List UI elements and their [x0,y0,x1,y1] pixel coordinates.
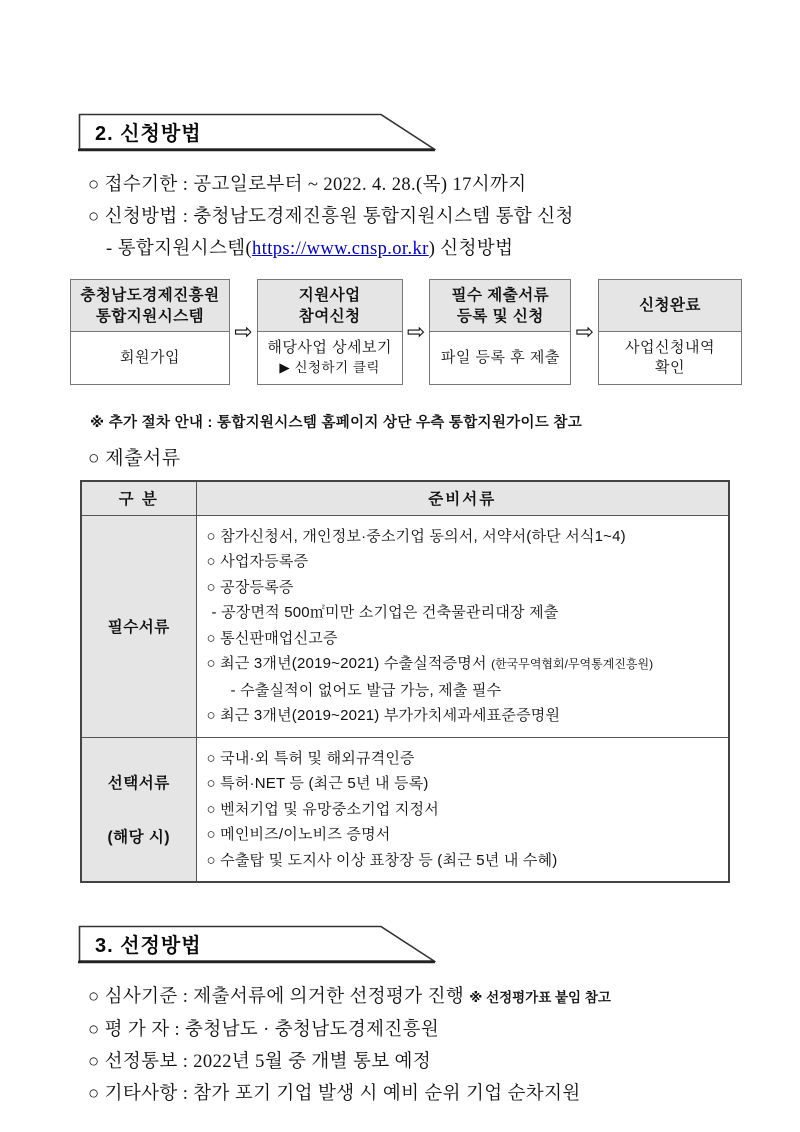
section3-banner [78,925,436,965]
section3-title: 3. 선정방법 [95,934,202,957]
optional-category-label: 선택서류 (해당 시) [81,737,196,882]
evaluator-line: ○ 평 가 자 : 충청남도 · 충청남도경제진흥원 [88,1020,440,1040]
flow-arrow-icon: ⇨ [234,319,253,345]
flow-step-system [70,279,230,385]
documents-table [80,480,730,883]
section2-bullets [80,169,736,265]
header-category: 구 분 [81,481,196,515]
table-row-required [81,515,729,737]
table-header-row [81,481,729,515]
application-flowchart [70,279,742,385]
header-docs: 준비서류 [196,481,729,515]
link-suffix: ) 신청방법 [428,239,514,259]
flow-step-upload-body: 파일 등록 후 제출 [440,349,560,366]
etc-line: ○ 기타사항 : 참가 포기 기업 발생 시 예비 순위 기업 순차지원 [88,1084,581,1104]
flow-step-system-body: 회원가입 [120,349,180,366]
flow-arrow-icon: ⇨ [575,319,594,345]
required-category-label: 필수서류 [81,515,196,737]
flow-step-system-header: 충청남도경제진흥원 통합지원시스템 [71,280,229,332]
cnsp-url-link[interactable]: https://www.cnsp.or.kr [252,239,429,259]
table-row-optional [81,737,729,882]
system-link-line [80,233,736,265]
section2-banner [78,113,436,153]
flow-step-participate-header: 지원사업 참여신청 [258,280,402,332]
required-items: ○ 참가신청서, 개인정보·중소기업 동의서, 서약서(하단 서식1~4) ○ 사업자등록증 ○ 공장등록증 - 공장면적 500㎡미만 소기업은 건축물관리대장 제출 ○ 통신판매업신고증 ○ 최근 3개년(2019~2021) 수출실적증명서 (한국무역협회/무역통계진흥원) - 수출실적이 없어도 발급 가능, 제출 필수 ○ 최근 3개년(2019~2021) 부가가치세과세표준증명원 [196,515,729,737]
criteria-line: ○ 심사기준 : 제출서류에 의거한 선정평가 진행 ※ 선정평가표 붙임 참고 [88,987,611,1007]
flow-step-upload-header: 필수 제출서류 등록 및 신청 [430,280,570,332]
flow-step-complete-body: 사업신청내역 확인 [625,339,715,376]
criteria-attachment-note: ※ 선정평가표 붙임 참고 [469,990,611,1005]
announcement-page [80,0,736,1110]
deadline-line: ○ 접수기한 : 공고일로부터 ~ 2022. 4. 28.(목) 17시까지 [88,175,527,195]
section3-bullets [80,981,736,1110]
flow-arrow-icon: ⇨ [406,319,426,345]
flow-step-upload [429,279,571,385]
link-prefix: - 통합지원시스템( [106,239,253,259]
flow-step-participate-body: 해당사업 상세보기 ▶ 신청하기 클릭 [267,339,392,375]
section2-title: 2. 신청방법 [95,122,202,145]
flow-step-complete-header: 신청완료 [599,280,741,332]
flow-step-participate [257,279,403,385]
notification-line: ○ 선정통보 : 2022년 5월 중 개별 통보 예정 [88,1052,432,1072]
optional-items: ○ 국내·외 특허 및 해외규격인증 ○ 특허·NET 등 (최근 5년 내 등록) ○ 벤처기업 및 유망중소기업 지정서 ○ 메인비즈/이노비즈 증명서 ○ 수출탑 및 도지사 이상 표창장 등 (최근 5년 내 수혜) [196,737,729,882]
apply-method-line: ○ 신청방법 : 충청남도경제진흥원 통합지원시스템 통합 신청 [88,207,574,227]
submit-docs-heading: ○ 제출서류 [88,448,181,469]
flow-step-complete [598,279,742,385]
additional-procedure-note: ※ 추가 절차 안내 : 통합지원시스템 홈페이지 상단 우측 통합지원가이드 참고 [90,415,583,431]
